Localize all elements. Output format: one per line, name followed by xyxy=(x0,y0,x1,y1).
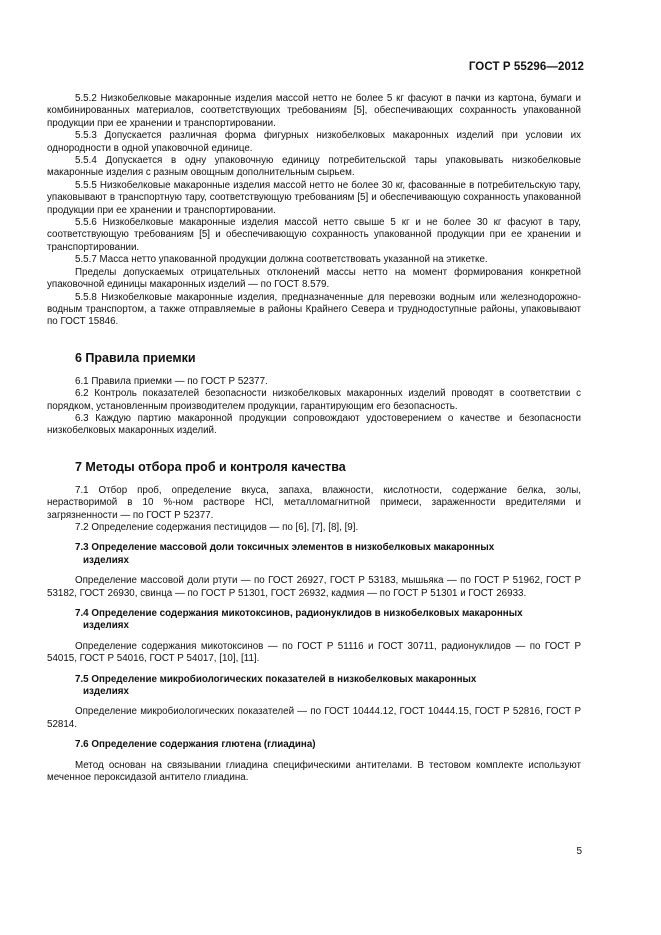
subsection-7-4-title-line2: изделиях xyxy=(83,620,129,632)
document-body xyxy=(47,93,581,784)
paragraph-6-2: 6.2 Контроль показателей безопасности низкобелковых макаронных изделий проводят в соответствии с порядком, установленным производителем продукции, гарантирующим его безопасность. xyxy=(47,388,581,412)
paragraph-7-6: Метод основан на связывании глиадина специфическими антителами. В тестовом комплекте используют меченное пероксидазой антитело глиадина. xyxy=(47,759,581,784)
paragraph-7-1: 7.1 Отбор проб, определение вкуса, запаха, влажности, кислотности, содержание белка, золы, нерастворимой в 10 %-ном растворе HCl, металломагнитной примеси, зараженности вредителями и загрязненности — по ГОСТ Р 52377. xyxy=(47,484,581,521)
subsection-7-6-title: 7.6 Определение содержания глютена (глиадина) xyxy=(75,739,316,751)
paragraph-5-5-5: 5.5.5 Низкобелковые макаронные изделия массой нетто не более 30 кг, фасованные в потребительскую тару, упаковывают в транспортную тару, соответствующую требованиям [5] и обеспечивающую сохранность упакованной продукции при ее хранении и транспортировании. xyxy=(47,179,581,216)
paragraph-7-4: Определение содержания микотоксинов — по ГОСТ Р 51116 и ГОСТ 30711, радионуклидов — по ГОСТ Р 54015, ГОСТ Р 54016, ГОСТ Р 54017, [10], [11]. xyxy=(47,640,581,665)
page-number: 5 xyxy=(576,846,582,857)
paragraph-mass-tolerance: Пределы допускаемых отрицательных отклонений массы нетто на момент формирования конкретной упаковочной единицы макаронных изделий — по ГОСТ 8.579. xyxy=(47,266,581,291)
subsection-7-4-title-line1: 7.4 Определение содержания микотоксинов, радионуклидов в низкобелковых макаронных xyxy=(75,608,523,619)
section-7-title: 7 Методы отбора проб и контроля качества xyxy=(75,459,346,474)
section-6-title: 6 Правила приемки xyxy=(75,350,196,365)
standard-header: ГОСТ Р 55296—2012 xyxy=(468,61,584,73)
subsection-7-3-title-line1: 7.3 Определение массовой доли токсичных элементов в низкобелковых макаронных xyxy=(75,542,495,554)
paragraph-7-3: Определение массовой доли ртути — по ГОСТ 26927, ГОСТ Р 53183, мышьяка — по ГОСТ Р 51962, ГОСТ Р 53182, ГОСТ 26930, свинца — по ГОСТ Р 51301, ГОСТ 26932, кадмия — по ГОСТ Р 51301 и ГОСТ 26933. xyxy=(47,575,581,599)
paragraph-7-2: 7.2 Определение содержания пестицидов — по [6], [7], [8], [9]. xyxy=(75,521,359,533)
paragraph-5-5-2: 5.5.2 Низкобелковые макаронные изделия массой нетто не более 5 кг фасуют в пачки из картона, бумаги и комбинированных материалов, соответствующих требованиям [5], обеспечивающих сохранность упакованной продукции при ее хранении и транспортировании. xyxy=(47,93,581,129)
paragraph-7-5: Определение микробиологических показателей — по ГОСТ 10444.12, ГОСТ 10444.15, ГОСТ Р 52816, ГОСТ Р 52814. xyxy=(47,706,581,730)
paragraph-6-1: 6.1 Правила приемки — по ГОСТ Р 52377. xyxy=(75,375,268,387)
subsection-7-3-title xyxy=(47,542,581,567)
subsection-7-5-title-line2: изделиях xyxy=(83,686,129,698)
subsection-7-5-title-line1: 7.5 Определение микробиологических показателей в низкобелковых макаронных xyxy=(75,673,477,685)
paragraph-5-5-6: 5.5.6 Низкобелковые макаронные изделия массой нетто свыше 5 кг и не более 30 кг фасуют в тару, соответствующую требованиям [5] и обеспечивающую сохранность упакованной продукции при ее хранении и транспортировании. xyxy=(47,217,581,253)
subsection-7-5-title xyxy=(47,674,581,699)
paragraph-5-5-4: 5.5.4 Допускается в одну упаковочную единицу потребительской тары упаковывать низкобелковые макаронные изделия с разным овощным дополнительным сырьем. xyxy=(47,155,581,179)
paragraph-5-5-8: 5.5.8 Низкобелковые макаронные изделия, предназначенные для перевозки водным или железнодорожно-водным транспортом, а также отправляемые в районы Крайнего Севера и труднодоступные районы, упаковывают по ГОСТ 15846. xyxy=(47,291,581,328)
subsection-7-3-title-line2: изделиях xyxy=(83,554,129,566)
paragraph-5-5-3: 5.5.3 Допускается различная форма фигурных низкобелковых макаронных изделий при условии их однородности в одной упаковочной единице. xyxy=(47,130,581,154)
paragraph-5-5-7: 5.5.7 Масса нетто упакованной продукции должна соответствовать указанной на этикетке. xyxy=(75,254,488,266)
paragraph-6-3: 6.3 Каждую партию макаронной продукции сопровождают удостоверением о качестве и безопасности низкобелковых макаронных изделий. xyxy=(47,412,581,437)
subsection-7-4-title xyxy=(47,608,581,633)
